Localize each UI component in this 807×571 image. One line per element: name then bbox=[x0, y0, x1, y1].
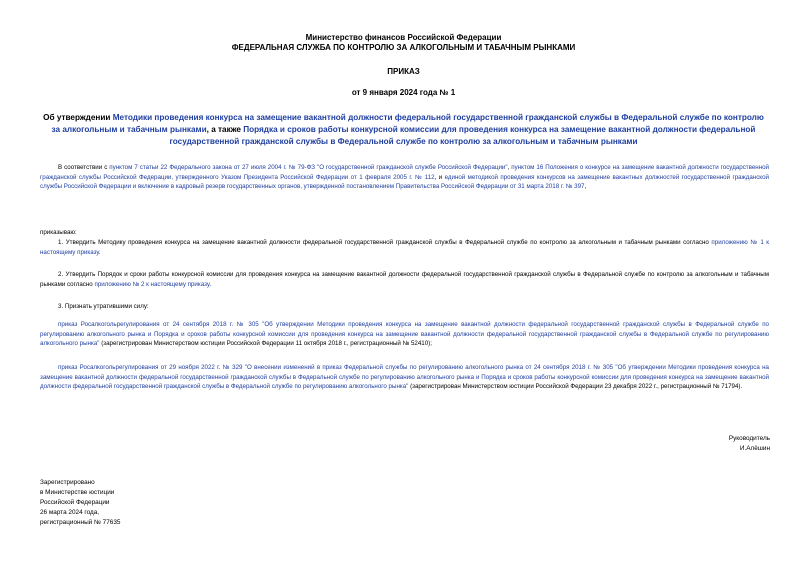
service-name: ФЕДЕРАЛЬНАЯ СЛУЖБА ПО КОНТРОЛЮ ЗА АЛКОГОЛЬНЫМ И ТАБАЧНЫМ РЫНКАМИ bbox=[231, 43, 576, 52]
item-2-text-end: . bbox=[209, 280, 212, 288]
repeal-2-link[interactable]: приказ Росалкогольрегулирования от 29 ноября 2022 г. № 329 "О внесении изменений в приказ Федеральной службы по регулированию алкогольного рынка от 24 сентября 2018 г. № 305 "Об утверждении Методики проведения конкурса на замещение вакантной должности федеральной государственной гражданской службы в Федеральной службе по регулированию алкогольного рынка и Порядка и сроков работы конкурсной комиссии для проведения конкурса на замещение вакантной должности федеральной государственной гражданской службы в Федеральной службе по регулированию алкогольного рынка" bbox=[40, 364, 769, 390]
doc-date-number: от 9 января 2024 года № 1 bbox=[351, 88, 456, 97]
registration-line: Российской Федерации bbox=[40, 499, 110, 506]
registration-line: регистрационный № 77635 bbox=[40, 519, 121, 526]
registration-line: 26 марта 2024 года, bbox=[40, 509, 100, 516]
registration-line: Зарегистрировано bbox=[40, 479, 95, 486]
title-link-procedure[interactable]: Порядка и сроков работы конкурсной комиссии для проведения конкурса на замещение вакантной должности федеральной государственной гражданской службы в Федеральной службе по контролю за алкогольным и табачным рынками bbox=[169, 125, 756, 146]
registration-block bbox=[40, 478, 120, 528]
preamble-text-2: , bbox=[507, 164, 512, 171]
ministry-name: Министерство финансов Российской Федерации bbox=[305, 33, 502, 42]
item-2-text: 2. Утвердить Порядок и сроки работы конкурсной комиссии для проведения конкурса на замещение вакантной должности федеральной государственной гражданской службы в Федеральной службе по контролю за алкогольным и табачным рынками согласно bbox=[40, 271, 769, 288]
preamble-link-law[interactable]: пунктом 7 статьи 22 Федерального закона от 27 июля 2004 г. № 79-ФЗ "О государственной гражданской службе Российской Федерации" bbox=[109, 164, 508, 171]
repeal-item-2 bbox=[40, 363, 769, 392]
item-1-text-end: . bbox=[98, 248, 101, 256]
preamble-link-methodology[interactable]: единой методикой проведения конкурсов на замещение вакантных должностей государственной гражданской службы Российской Федерации и включение в кадровый резерв государственных органов, утвержденной постановлением Правительства Российской Федерации от 31 марта 2018 г. № 397 bbox=[40, 173, 769, 190]
repeal-item-1 bbox=[40, 320, 769, 349]
preamble-link-decree[interactable]: пунктом 16 Положения о конкурсе на замещение вакантной должности государственной гражданской службы Российской Федерации, утвержденного Указом Президента Российской Федерации от 1 февраля 2005 г. № 112 bbox=[40, 164, 770, 181]
title-link-methodology[interactable]: Методики проведения конкурса на замещение вакантной должности федеральной государственной гражданской службы в Федеральной службе по контролю за алкогольным и табачным рынками bbox=[51, 113, 764, 134]
signature-name: И.Алёшин bbox=[739, 445, 770, 452]
title-text-2: , а также bbox=[206, 125, 244, 134]
item-1-link-appendix-1[interactable]: приложению № 1 к настоящему приказу bbox=[40, 239, 769, 256]
item-1 bbox=[40, 238, 769, 257]
document-title bbox=[40, 112, 767, 148]
item-2-link-appendix-2[interactable]: приложению № 2 к настоящему приказу bbox=[94, 280, 210, 288]
item-1-text: 1. Утвердить Методику проведения конкурса на замещение вакантной должности федеральной государственной гражданской службы в Федеральной службе по контролю за алкогольным и табачным рынками согласно bbox=[58, 239, 712, 246]
signature-role: Руководитель bbox=[728, 435, 770, 442]
preamble bbox=[40, 163, 769, 192]
signature-block bbox=[729, 434, 770, 454]
preamble-text-1: В соответствии с bbox=[58, 164, 110, 171]
doc-type: ПРИКАЗ bbox=[387, 67, 420, 76]
repeal-1-text: (зарегистрирован Министерством юстиции Российской Федерации 11 октября 2018 г., регистрационный № 52410); bbox=[99, 340, 432, 347]
title-text-1: Об утверждении bbox=[43, 113, 113, 122]
item-2 bbox=[40, 270, 769, 289]
item-3: 3. Признать утратившими силу: bbox=[58, 303, 149, 310]
order-word: приказываю: bbox=[40, 229, 77, 236]
repeal-2-text: (зарегистрирован Министерством юстиции Российской Федерации 23 декабря 2022 г., регистрационный № 71794). bbox=[408, 383, 743, 390]
registration-line: в Министерстве юстиции bbox=[40, 489, 115, 496]
repeal-1-link[interactable]: приказ Росалкогольрегулирования от 24 сентября 2018 г. № 305 "Об утверждении Методики проведения конкурса на замещение вакантной должности федеральной государственной гражданской службы в Федеральной службе по регулированию алкогольного рынка и Порядка и сроков работы конкурсной комиссии для проведения конкурса на замещение вакантной должности федеральной государственной гражданской службы в Федеральной службе по регулированию алкогольного рынка" bbox=[40, 321, 769, 347]
preamble-text-4: , bbox=[584, 183, 587, 190]
preamble-text-3: , и bbox=[434, 173, 445, 181]
